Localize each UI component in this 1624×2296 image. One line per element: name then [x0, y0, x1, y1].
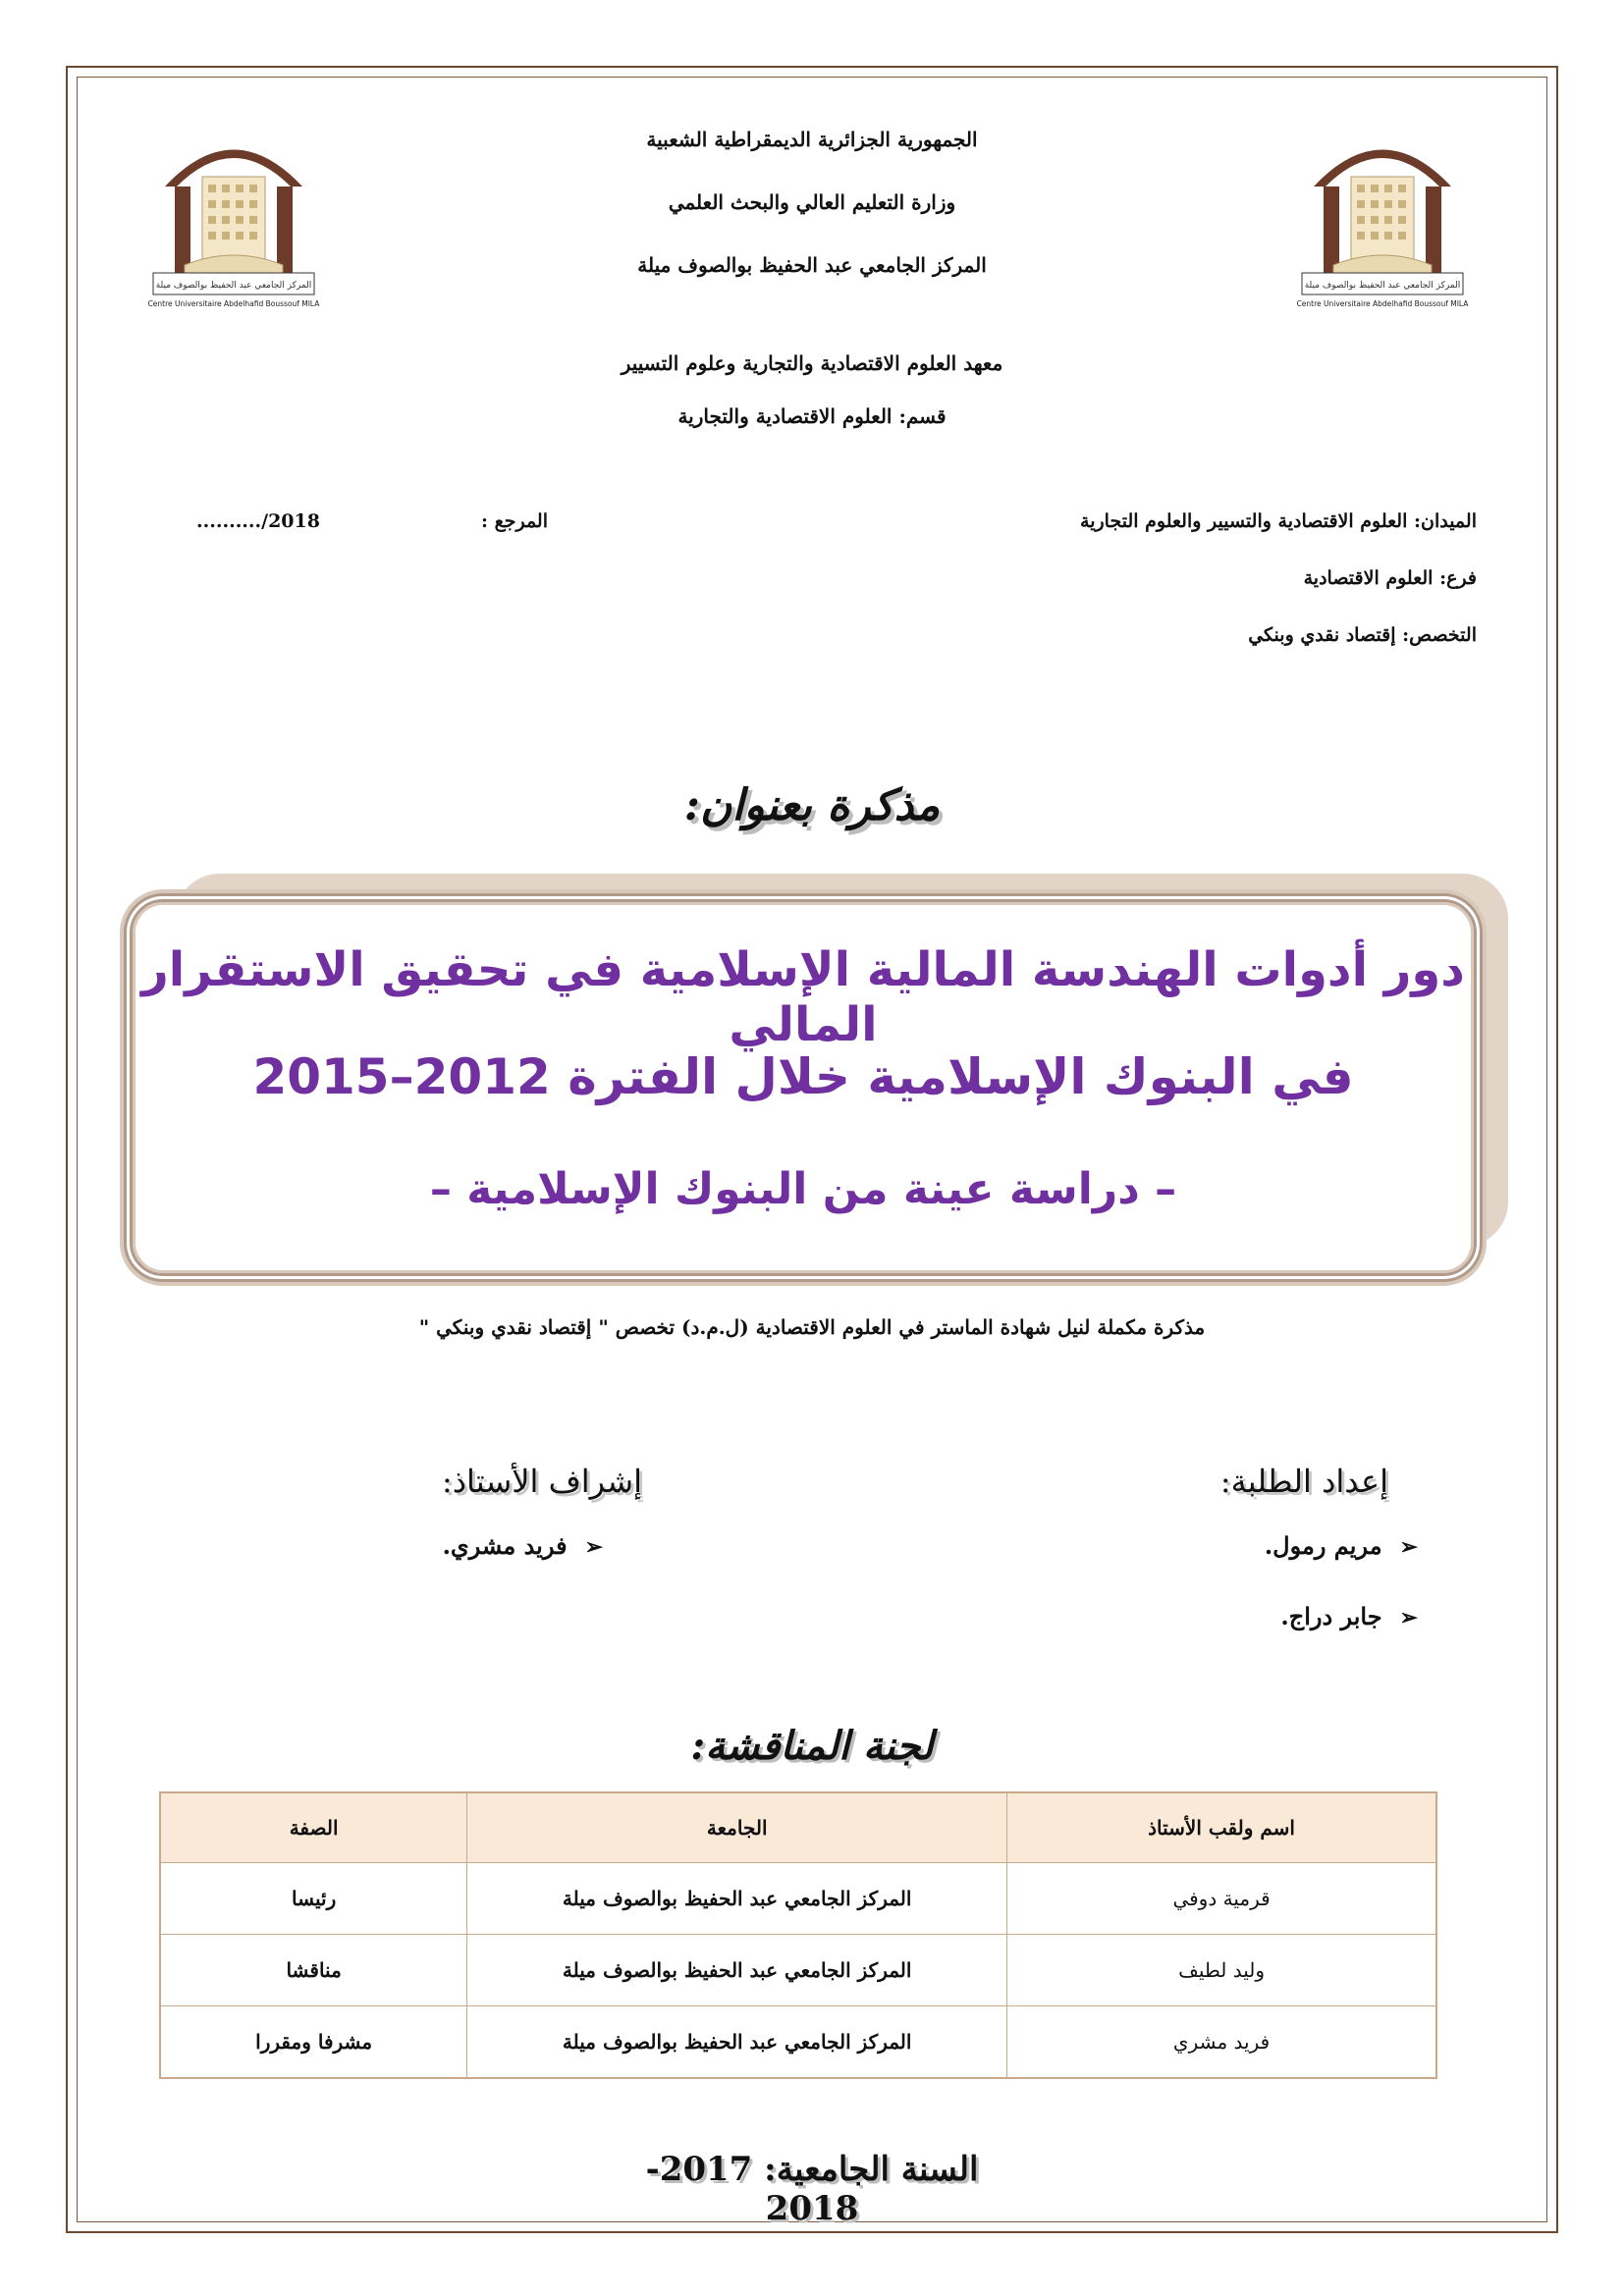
- member-role: مشرفا ومقررا: [160, 2006, 467, 2079]
- student-name: مريم رمول.: [1264, 1531, 1382, 1560]
- field-label: الميدان: العلوم الاقتصادية والتسيير والعلوم التجارية: [1080, 510, 1477, 532]
- university-name: المركز الجامعي عبد الحفيظ بوالصوف ميلة: [637, 253, 987, 277]
- table-row: [160, 1935, 1436, 2006]
- col-header-name: اسم ولقب الأستاذ: [1007, 1792, 1436, 1863]
- bullet-arrow-icon: ➢: [1399, 1534, 1418, 1560]
- member-university: المركز الجامعي عبد الحفيظ بوالصوف ميلة: [467, 2006, 1007, 2079]
- university-logo-icon: [145, 118, 322, 314]
- bullet-arrow-icon: ➢: [584, 1534, 603, 1560]
- institute-name: معهد العلوم الاقتصادية والتجارية وعلوم التسيير: [621, 351, 1003, 375]
- committee-heading: لجنة المناقشة:: [690, 1723, 934, 1769]
- thesis-title-line1: دور أدوات الهندسة المالية الإسلامية في تحقيق الاستقرار المالي: [141, 942, 1465, 1052]
- committee-header-row: [160, 1792, 1436, 1863]
- thesis-title-line3: – دراسة عينة من البنوك الإسلامية –: [429, 1164, 1177, 1214]
- university-logo-right: [1294, 118, 1471, 314]
- students-heading: إعداد الطلبة:: [1219, 1463, 1388, 1500]
- supervisor-heading: إشراف الأستاذ:: [442, 1463, 642, 1500]
- member-name: وليد لطيف: [1007, 1935, 1436, 2006]
- memo-heading: مذكرة بعنوان:: [683, 780, 941, 830]
- table-row: [160, 2006, 1436, 2079]
- university-logo-icon: [1294, 118, 1471, 314]
- academic-year: السنة الجامعية: 2017-2018: [645, 2150, 979, 2228]
- specialty-label: التخصص: إقتصاد نقدي وبنكي: [1248, 624, 1477, 646]
- logo-caption-ar: المركز الجامعي عبد الحفيظ بوالصوف ميلة: [1304, 281, 1461, 291]
- committee-table: [159, 1791, 1437, 2079]
- branch-label: فرع: العلوم الاقتصادية: [1303, 567, 1477, 589]
- university-logo-left: [145, 118, 322, 314]
- table-row: [160, 1863, 1436, 1935]
- member-role: مناقشا: [160, 1935, 467, 2006]
- student-name: جابر دراج.: [1280, 1602, 1382, 1630]
- thesis-title-line2: في البنوك الإسلامية خلال الفترة 2012–2015: [252, 1048, 1354, 1105]
- member-university: المركز الجامعي عبد الحفيظ بوالصوف ميلة: [467, 1863, 1007, 1935]
- department-name: قسم: العلوم الاقتصادية والتجارية: [677, 404, 947, 428]
- member-role: رئيسا: [160, 1863, 467, 1935]
- logo-caption-fr: Centre Universitaire Abdelhafid Boussouf MILA: [1296, 299, 1469, 308]
- bullet-arrow-icon: ➢: [1399, 1605, 1418, 1630]
- reference-label: المرجع :: [480, 510, 548, 532]
- ministry-name: وزارة التعليم العالي والبحث العلمي: [668, 190, 956, 214]
- member-university: المركز الجامعي عبد الحفيظ بوالصوف ميلة: [467, 1935, 1007, 2006]
- republic-name: الجمهورية الجزائرية الديمقراطية الشعبية: [646, 128, 978, 151]
- reference-value: ........../2018: [196, 510, 320, 532]
- reference: [196, 510, 548, 532]
- supervisor-name: فريد مشري.: [442, 1531, 568, 1560]
- student-item: [1280, 1602, 1418, 1630]
- member-name: فريد مشري: [1007, 2006, 1436, 2079]
- degree-subtitle: مذكرة مكملة لنيل شهادة الماستر في العلوم الاقتصادية (ل.م.د) تخصص " إقتصاد نقدي وبنكي ": [418, 1315, 1206, 1339]
- col-header-university: الجامعة: [467, 1792, 1007, 1863]
- col-header-role: الصفة: [160, 1792, 467, 1863]
- student-item: [1265, 1531, 1418, 1560]
- member-name: قرمية دوفي: [1007, 1863, 1436, 1935]
- supervisor-item: [443, 1531, 603, 1560]
- logo-caption-ar: المركز الجامعي عبد الحفيظ بوالصوف ميلة: [155, 281, 312, 291]
- logo-caption-fr: Centre Universitaire Abdelhafid Boussouf MILA: [147, 299, 320, 308]
